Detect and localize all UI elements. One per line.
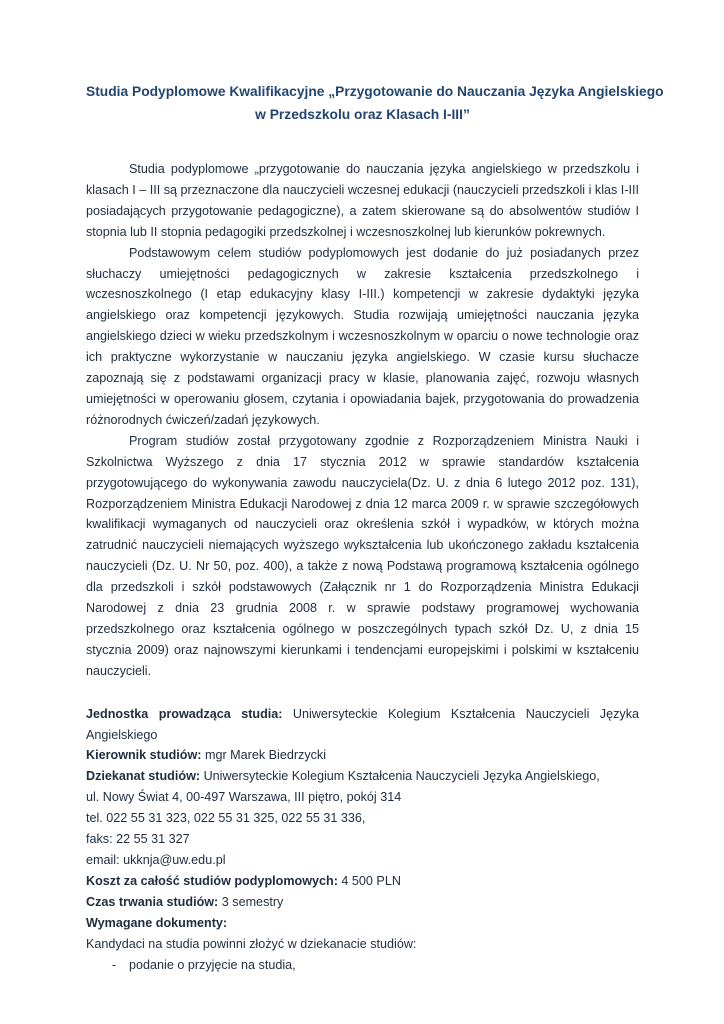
duration-value: 3 semestry xyxy=(221,894,284,909)
email-line: email: ukknja@uw.edu.pl xyxy=(86,853,226,867)
head-line xyxy=(86,745,639,766)
unit-value: Uniwersyteckie Kolegium Kształcenia Nauczycieli Języka Angielskiego xyxy=(86,706,640,742)
address-line: ul. Nowy Świat 4, 00-497 Warszawa, III piętro, pokój 314 xyxy=(86,790,402,805)
paragraph-goals: Podstawowym celem studiów podyplomowych jest dodanie do już posiadanych przez słuchaczy umiejętności pedagogicznych w zakresie kształcenia przedszkolnego i wczesnoszkolnego (I etap edukacyjny klasy I-III.) kompetencji w zakresie dydaktyki języka angielskiego oraz kompetencji językowych. Studia rozwijają umiejętności nauczania języka angielskiego dzieci w wieku przedszkolnym i wczesnoszkolnym w oparciu o nowe technologie oraz ich praktyczne wykorzystanie w nauczaniu języka angielskiego. W czasie kursu słuchacze zapoznają się z podstawami organizacji pracy w klasie, planowania zajęć, rozwoju własnych umiejętności w operowaniu głosem, czytania i opowiadania bajek, przygotowania do prowadzenia różnorodnych ćwiczeń/zadań językowych. xyxy=(86,245,639,427)
unit-line xyxy=(86,704,639,746)
office-value: Uniwersyteckie Kolegium Kształcenia Nauczycieli Języka Angielskiego, xyxy=(203,769,600,784)
docs-intro: Kandydaci na studia powinni złożyć w dziekanacie studiów: xyxy=(86,936,417,951)
head-value: mgr Marek Biedrzycki xyxy=(204,748,327,763)
docs-list xyxy=(86,955,639,976)
fax-line: faks: 22 55 31 327 xyxy=(86,832,190,847)
paragraph-program: Program studiów został przygotowany zgodnie z Rozporządzeniem Ministra Nauki i Szkolnictwa Wyższego z dnia 17 stycznia 2012 w sprawie standardów kształcenia przygotowującego do wykonywania zawodu nauczyciela(Dz. U. z dnia 6 lutego 2012 poz. 131), Rozporządzeniem Ministra Edukacji Narodowej z dnia 12 marca 2009 r. w sprawie szczegółowych kwalifikacji wymaganych od nauczycieli oraz określenia szkół i wypadków, w których można zatrudnić nauczycieli niemających wyższego wykształcenia lub ukończonego zakładu kształcenia nauczycieli (Dz. U. Nr 50, poz. 400), a także z nową Podstawą programową kształcenia ogólnego dla przedszkoli i szkół podstawowych (Załącznik nr 1 do Rozporządzenia Ministra Edukacji Narodowej z dnia 23 grudnia 2008 r. w sprawie podstawy programowej wychowania przedszkolnego oraz kształcenia ogólnego w poszczególnych typach szkół Dz. U, z dnia 15 stycznia 2009) oraz najnowszymi kierunkami i tendencjami europejskimi i polskimi w kształceniu nauczycieli. xyxy=(86,433,639,678)
docs-label: Wymagane dokumenty: xyxy=(86,915,228,930)
phone-line: tel. 022 55 31 323, 022 55 31 325, 022 55 31 336, xyxy=(86,811,366,826)
info-section xyxy=(86,704,639,976)
head-label: Kierownik studiów: xyxy=(86,748,202,763)
cost-line xyxy=(86,871,639,892)
cost-value: 4 500 PLN xyxy=(341,873,401,888)
duration-label: Czas trwania studiów: xyxy=(86,894,219,909)
title-line-2: w Przedszkolu oraz Klasach I-III” xyxy=(255,107,470,122)
document-title xyxy=(86,80,664,126)
duration-line xyxy=(86,892,639,913)
cost-label: Koszt za całość studiów podyplomowych: xyxy=(86,873,338,888)
office-line xyxy=(86,766,639,787)
intro-section xyxy=(86,159,639,682)
office-label: Dziekanat studiów: xyxy=(86,769,201,784)
title-line-1: Studia Podyplomowe Kwalifikacyjne „Przygotowanie do Nauczania Języka Angielskiego xyxy=(86,84,664,99)
document-page xyxy=(86,80,664,975)
paragraph-description: Studia podyplomowe „przygotowanie do nauczania języka angielskiego w przedszkolu i klasach I – III są przeznaczone dla nauczycieli wczesnej edukacji (nauczycieli przedszkoli i klas I-III posiadających przygotowanie pedagogiczne), a zatem skierowane są do absolwentów studiów I stopnia lub II stopnia pedagogiki przedszkolnej i wczesnoszkolnej lub kierunków pokrewnych. xyxy=(86,162,639,239)
list-dash: - xyxy=(112,957,117,972)
list-item-text: podanie o przyjęcie na studia, xyxy=(129,957,296,972)
list-item xyxy=(86,955,639,976)
unit-label: Jednostka prowadząca studia: xyxy=(86,706,283,721)
